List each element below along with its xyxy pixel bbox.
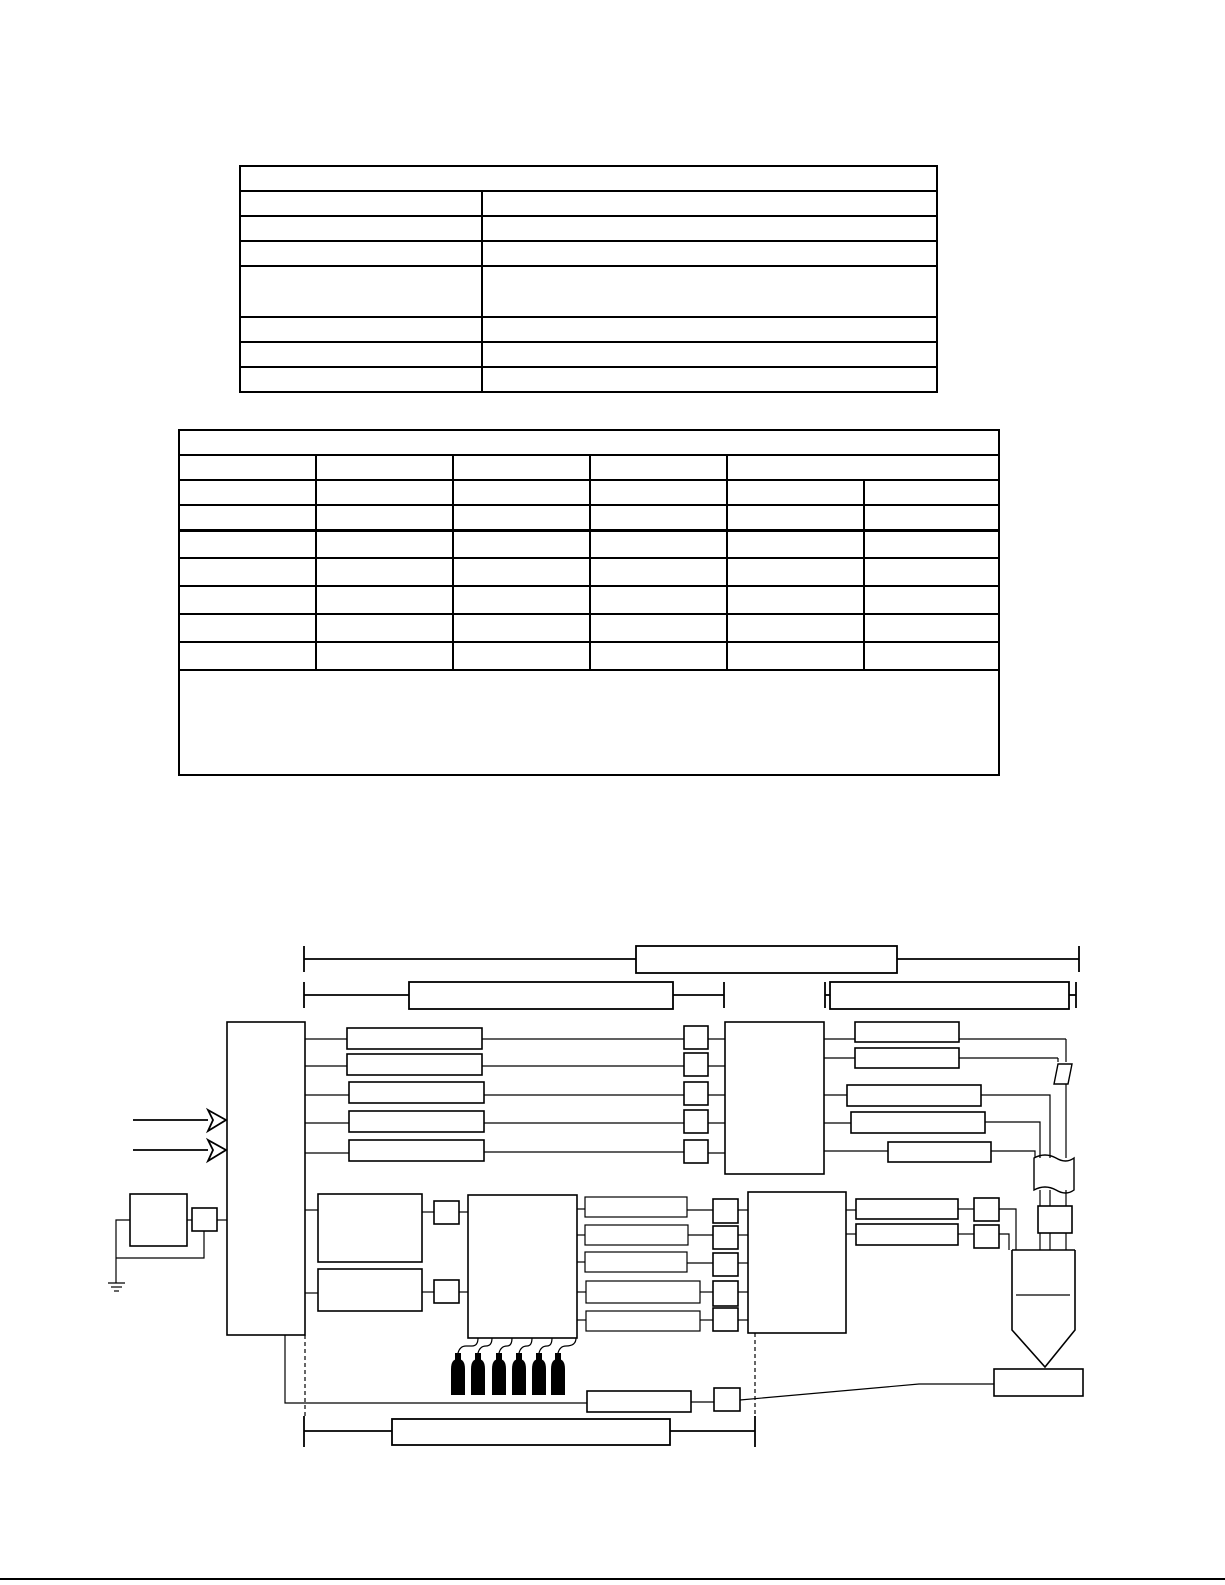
terminal-box — [684, 1026, 708, 1049]
page-bottom-rule — [0, 1578, 1225, 1580]
upper-signal-group — [305, 1022, 824, 1174]
main-controller-block — [227, 1022, 305, 1335]
terminal-box — [974, 1198, 999, 1221]
terminal-box — [974, 1225, 999, 1248]
bottom-span-bracket — [304, 1416, 755, 1447]
terminal-box — [713, 1253, 738, 1276]
terminal-box — [714, 1388, 740, 1411]
terminal-box — [713, 1226, 738, 1249]
terminal-box — [713, 1281, 738, 1306]
terminal-box — [684, 1053, 708, 1076]
middle-signal-group — [577, 1192, 846, 1333]
output-block — [855, 1022, 959, 1042]
output-block — [855, 1048, 959, 1068]
return-signal-block — [587, 1391, 691, 1412]
terminal-box — [434, 1201, 459, 1224]
output-block — [856, 1224, 958, 1245]
process-vessel — [1012, 1250, 1075, 1367]
return-path — [285, 1335, 994, 1412]
output-block — [851, 1112, 985, 1133]
signal-block — [349, 1082, 484, 1103]
terminal-box — [1038, 1206, 1072, 1233]
processing-block — [318, 1269, 422, 1311]
signal-block — [349, 1111, 484, 1132]
processing-block — [318, 1194, 422, 1262]
signal-block — [347, 1054, 482, 1075]
cable-break-icon — [1054, 1064, 1072, 1084]
gas-cylinder-icon — [532, 1353, 546, 1395]
output-block — [888, 1142, 991, 1162]
upper-output-group — [824, 1022, 1074, 1206]
terminal-box — [713, 1308, 738, 1331]
final-output-block — [994, 1369, 1083, 1396]
signal-block — [585, 1197, 687, 1217]
signal-block — [586, 1281, 700, 1303]
output-block — [856, 1199, 958, 1219]
signal-block — [349, 1140, 484, 1161]
upper-distribution-block — [725, 1022, 824, 1174]
lower-output-group — [846, 1198, 1072, 1250]
gas-manifold-block — [468, 1195, 577, 1338]
output-block — [847, 1085, 981, 1106]
signal-block — [347, 1028, 482, 1049]
gas-cylinder-icon — [451, 1353, 465, 1395]
gas-cylinder-icon — [471, 1353, 485, 1395]
gas-cylinder-icon — [512, 1353, 526, 1395]
source-block — [130, 1194, 187, 1246]
input-arrow — [133, 1140, 226, 1161]
left-span-bracket — [304, 982, 724, 1009]
top-span-bracket — [304, 946, 1079, 973]
right-span-bracket — [825, 982, 1076, 1009]
terminal-box — [684, 1140, 708, 1163]
signal-block — [585, 1225, 688, 1245]
terminal-box — [684, 1082, 708, 1105]
gas-cylinder-icon — [551, 1353, 565, 1395]
middle-processing-group — [305, 1194, 577, 1338]
input-arrow — [133, 1110, 226, 1131]
cable-bundle-icon — [1034, 1155, 1074, 1193]
terminal-box — [434, 1280, 459, 1303]
lower-distribution-block — [748, 1192, 846, 1333]
terminal-box — [713, 1199, 738, 1223]
gas-cylinder-icon — [492, 1353, 506, 1395]
connector-box — [192, 1208, 217, 1231]
signal-block — [586, 1311, 700, 1331]
gas-cylinder-group — [451, 1338, 576, 1395]
terminal-box — [684, 1110, 708, 1133]
signal-block — [585, 1252, 687, 1272]
